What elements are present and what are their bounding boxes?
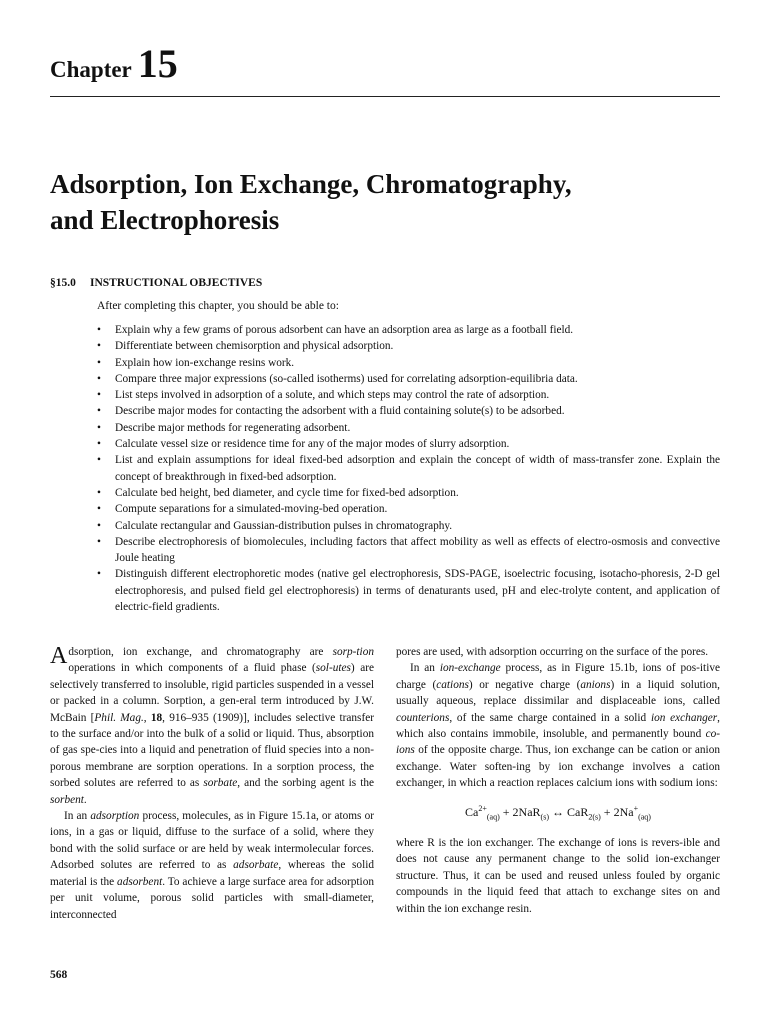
body-paragraph: In an ion-exchange process, as in Figure 15.1b, ions of pos-itive charge (cations) or negative charge (anions) in a liquid solution, usually aqueous, replace dissimilar and displaceable ions, called counterions, of the same charge contained in a solid ion exchanger, which also contains immobile, insoluble, and permanently bound co-ions of the opposite charge. Thus, ion exchange can be cation or anion exchange. Water soften-ing by ion exchange involves a cation exchanger, in which a reaction replaces calcium ions with sodium ions: <box>396 662 720 790</box>
bullet-icon: • <box>97 356 101 369</box>
bullet-icon: • <box>97 568 101 581</box>
chapter-label: Chapter <box>50 57 132 82</box>
chapter-title-line-2: and Electrophoresis <box>50 205 280 235</box>
objective-item: • Calculate rectangular and Gaussian-distribution pulses in chromatography. <box>97 518 720 534</box>
body-paragraph: where R is the ion exchanger. The exchange of ions is revers-ible and does not cause any permanent change to the solid ion-exchanger structure. Thus, it can be used and reused unless fouled by organic compounds in the liquid feed that attach to exchange sites on and within the ion exchange resin. <box>396 837 720 915</box>
objective-item: • Calculate bed height, bed diameter, and cycle time for fixed-bed adsorption. <box>97 485 720 501</box>
objective-item: • Describe major methods for regenerating adsorbent. <box>97 420 720 436</box>
chapter-title <box>50 166 720 238</box>
section-heading <box>50 277 262 289</box>
body-column-right <box>396 644 720 917</box>
body-paragraph: pores are used, with adsorption occurring on the surface of the pores. <box>396 646 709 658</box>
body-paragraph: In an adsorption process, molecules, as in Figure 15.1a, or atoms or ions, in a gas or liquid, diffuse to the surface of a solid, where they bond with the solid surface or are held by weak intermolecular forces. Adsorbed solutes are referred to as adsorbate, whereas the solid material is the adsorbent. To achieve a large surface area for adsorption per unit volume, porous solid particles with small-diameter, interconnected <box>50 810 374 921</box>
objective-item: • Explain why a few grams of porous adsorbent can have an adsorption area as large as a football field. <box>97 322 720 338</box>
bullet-icon: • <box>97 405 101 418</box>
bullet-icon: • <box>97 421 101 434</box>
body-paragraph: Adsorption, ion exchange, and chromatography are sorp-tion operations in which components of a fluid phase (sol-utes) are selectively transferred to insoluble, rigid particles suspended in a vessel or packed in a column. Sorption, a gen-eral term introduced by J.W. McBain [Phil. Mag., 18, 916–935 (1909)], includes selective transfer to the surface and/or into the bulk of a solid or liquid. Thus, absorption of gas spe-cies into a liquid and penetration of fluid species into a non-porous membrane are sorption operations. In a sorption process, the sorbed solutes are referred to as sorbate, and the sorbing agent is the sorbent. <box>50 643 374 806</box>
bullet-icon: • <box>97 438 101 451</box>
body-column-left <box>50 644 374 923</box>
bullet-icon: • <box>97 454 101 467</box>
chapter-rule <box>50 96 720 97</box>
bullet-icon: • <box>97 535 101 548</box>
objective-item: • Differentiate between chemisorption and physical adsorption. <box>97 338 720 354</box>
chapter-title-line-1: Adsorption, Ion Exchange, Chromatography, <box>50 169 572 199</box>
objective-item: • Describe major modes for contacting the adsorbent with a fluid containing solute(s) to be adsorbed. <box>97 403 720 419</box>
section-number: §15.0 <box>50 277 76 289</box>
objective-item: • Compute separations for a simulated-moving-bed operation. <box>97 501 720 517</box>
section-title: INSTRUCTIONAL OBJECTIVES <box>90 277 263 289</box>
objective-item: • Explain how ion-exchange resins work. <box>97 355 720 371</box>
objective-item: • Calculate vessel size or residence time for any of the major modes of slurry adsorption. <box>97 436 720 452</box>
objective-item: • List steps involved in adsorption of a solute, and which steps may control the rate of adsorption. <box>97 387 720 403</box>
ion-exchange-equation: $Ca^{2+}_{(aq)} + 2NaR_{(s)}$ ↔ $CaR_{2(s)} + 2Na^+_{(aq)}$ <box>465 803 651 822</box>
bullet-icon: • <box>97 503 101 516</box>
objectives-list <box>97 322 720 615</box>
objective-item: • Describe electrophoresis of biomolecules, including factors that affect mobility as well as effects of electro-osmosis and convective Joule heating <box>97 535 720 565</box>
chapter-heading <box>50 40 178 87</box>
bullet-icon: • <box>97 389 101 402</box>
page-number: 568 <box>50 969 68 981</box>
objective-item: • List and explain assumptions for ideal fixed-bed adsorption and explain the concept of width of mass-transfer zone. Explain the concept of breakthrough in fixed-bed adsorption. <box>97 454 720 483</box>
objective-item: • Compare three major expressions (so-called isotherms) used for correlating adsorption-equilibria data. <box>97 371 720 387</box>
bullet-icon: • <box>97 324 101 336</box>
objective-item: • Distinguish different electrophoretic modes (native gel electrophoresis, SDS-PAGE, isoelectric focusing, isotacho-phoresis, 2-D gel electrophoresis, and pulsed field gel electrophoresis) in terms of denaturants used, pH and elec-trolyte content, and application of electric-field gradients. <box>97 568 720 614</box>
objectives-intro: After completing this chapter, you should be able to: <box>97 300 339 312</box>
bullet-icon: • <box>97 372 101 385</box>
drop-cap: A <box>50 643 68 669</box>
chapter-number: 15 <box>137 41 178 86</box>
bullet-icon: • <box>97 486 101 499</box>
bullet-icon: • <box>97 519 101 532</box>
bullet-icon: • <box>97 340 101 353</box>
